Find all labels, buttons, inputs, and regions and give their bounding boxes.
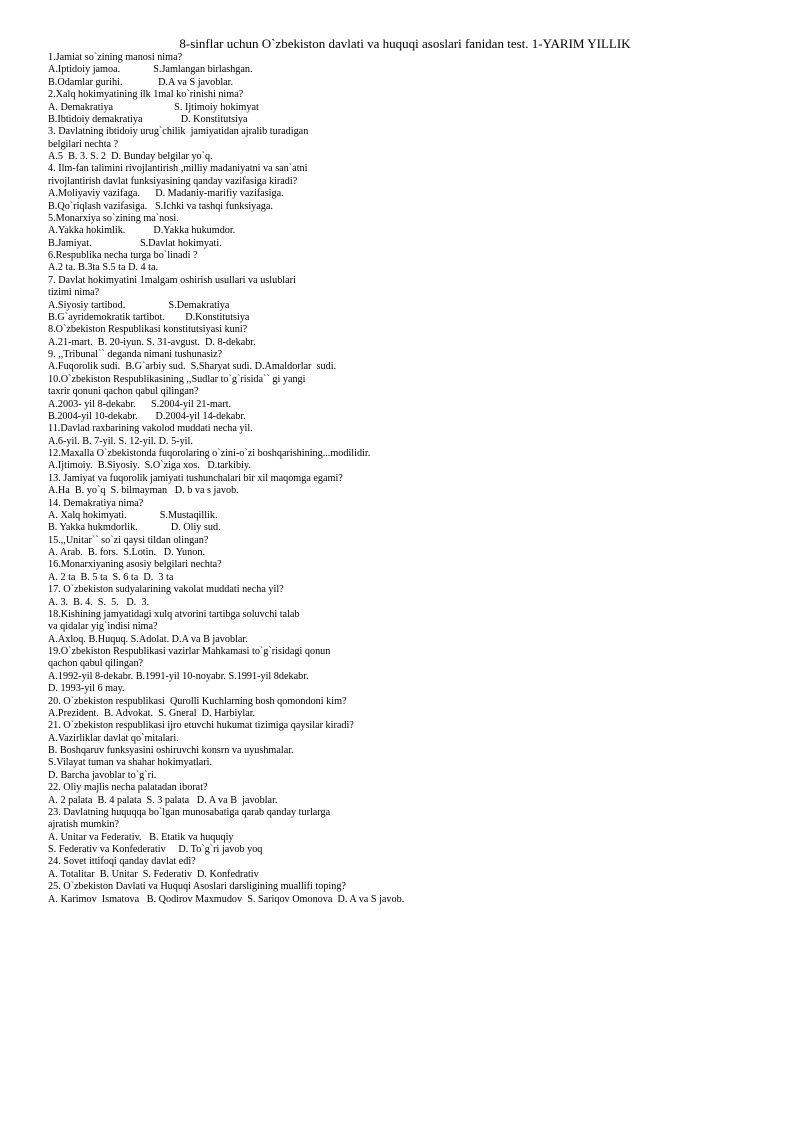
text-line: B. Boshqaruv funksyasini oshiruvchi konsrn va uyushmalar. bbox=[48, 745, 294, 756]
page-title: 8-sinflar uchun O`zbekiston davlati va huquqi asoslari fanidan test. 1-YARIM YILLIK bbox=[179, 36, 631, 51]
text-line: 20. O`zbekiston respublikasi Qurolli Kuchlarning bosh qomondoni kim? bbox=[48, 695, 347, 707]
text-line: B. Yakka hukmdorlik. D. Oliy sud. bbox=[48, 522, 221, 534]
text-line: 25. O`zbekiston Davlati va Huquqi Asoslari darsligining muallifi toping? bbox=[48, 881, 346, 893]
text-line: 16.Monarxiyaning asosiy belgilari nechta? bbox=[48, 559, 222, 571]
text-line: B.Ibtidoiy demakratiya D. Konstitutsiya bbox=[48, 113, 248, 125]
text-line: A.Prezident. B. Advokat. S. Gneral D. Harbiylar. bbox=[48, 707, 256, 719]
text-line: A.Yakka hokimlik. D.Yakka hukumdor. bbox=[48, 225, 236, 237]
text-line: D. Barcha javoblar to`g`ri. bbox=[48, 769, 157, 781]
text-line: 22. Oliy majlis necha palatadan iborat? bbox=[48, 782, 208, 794]
text-line: B.Qo`riqlash vazifasiga. S.Ichki va tashqi funksiyaga. bbox=[48, 200, 273, 212]
text-line: 11.Davlad raxbarining vakolod muddati necha yil. bbox=[48, 423, 253, 435]
text-line: belgilari nechta ? bbox=[48, 138, 119, 150]
text-line: S.Vilayat tuman va shahar hokimyatlari. bbox=[48, 757, 213, 769]
text-line: A. 3. B. 4. S. 5. D. 3. bbox=[48, 596, 150, 608]
text-line: A.6-yil. B. 7-yil. S. 12-yil. D. 5-yil. bbox=[48, 435, 193, 447]
text-line: A.Iptidoiy jamoa. S.Jamlangan birlashgan. bbox=[48, 64, 253, 76]
text-line: 9. ,,Tribunal`` deganda nimani tushunasiz? bbox=[48, 349, 223, 360]
text-line: B.G`ayridemokratik tartibot. D.Konstitutsiya bbox=[48, 311, 250, 323]
text-line: 24. Sovet ittifoqi qanday davlat edi? bbox=[48, 856, 196, 868]
text-line: A.2003- yil 8-dekabr. S.2004-yil 21-mart. bbox=[48, 398, 232, 410]
text-line: A. Demakratiya S. Ijtimoiy hokimyat bbox=[48, 101, 259, 113]
text-line: 13. Jamiyat va fuqorolik jamiyati tushunchalari bir xil maqomga egami? bbox=[48, 472, 343, 484]
text-line: A.Ijtimoiy. B.Siyosiy. S.O`ziga xos. D.tarkibiy. bbox=[48, 460, 251, 472]
question-list bbox=[48, 52, 788, 906]
text-line: A.Ha B. yo`q S. bilmayman D. b va s javob. bbox=[48, 485, 239, 497]
text-line: A. Karimov Ismatova B. Qodirov Maxmudov S. Sariqov Omonova D. A va S javob. bbox=[48, 893, 405, 905]
text-line: A.Moliyaviy vazifaga. D. Madaniy-marifiy vazifasiga. bbox=[48, 188, 284, 200]
text-line: 21. O`zbekiston respublikasi ijro etuvchi hukumat tizimiga qaysilar kiradi? bbox=[48, 720, 354, 732]
text-line: 23. Davlatning huquqqa bo`lgan munosabatiga qarab qanday turlarga bbox=[48, 806, 331, 818]
text-line: 4. Ilm-fan talimini rivojlantirish ,milliy madaniyatni va san`atni bbox=[48, 163, 308, 175]
text-line: ajratish mumkin? bbox=[48, 819, 120, 831]
text-line: A.1992-yil 8-dekabr. B.1991-yil 10-noyabr. S.1991-yil 8dekabr. bbox=[48, 670, 309, 682]
text-line: A.Fuqorolik sudi. B.G`arbiy sud. S.Sharyat sudi. D.Amaldorlar sudi. bbox=[48, 361, 337, 373]
text-line: A.21-mart. B. 20-iyun. S. 31-avgust. D. 8-dekabr. bbox=[48, 336, 256, 348]
text-line: A.Axloq. B.Huquq. S.Adolat. D.A va B javoblar. bbox=[48, 633, 248, 645]
text-line: B.Jamiyat. S.Davlat hokimyati. bbox=[48, 237, 222, 249]
text-line: B.2004-yil 10-dekabr. D.2004-yil 14-dekabr. bbox=[48, 410, 246, 422]
text-line: A.2 ta. B.3ta S.5 ta D. 4 ta. bbox=[48, 262, 159, 274]
text-line: rivojlantirish davlat funksiyasining qanday vazifasiga kiradi? bbox=[48, 175, 298, 187]
text-line: A. 2 palata B. 4 palata S. 3 palata D. A va B javoblar. bbox=[48, 794, 278, 806]
text-line: 6.Respublika necha turga bo`linadi ? bbox=[48, 250, 198, 261]
text-line: B.Odamlar gurihi. D.A va S javoblar. bbox=[48, 76, 234, 88]
text-line: S. Federativ va Konfederativ D. To`g`ri javob yoq bbox=[48, 844, 263, 855]
text-line: 7. Davlat hokimyatini 1malgam oshirish usullari va uslublari bbox=[48, 274, 296, 286]
text-line: 10.O`zbekiston Respublikasining ,,Sudlar to`g`risida`` gi yangi bbox=[48, 373, 306, 385]
text-line: 12.Maxalla O`zbekistonda fuqorolaring o`zini-o`zi boshqarishining...modilidir. bbox=[48, 448, 371, 459]
text-line: A. Totalitar B. Unitar S. Federativ D. Konfedrativ bbox=[48, 868, 259, 880]
text-line: 3. Davlatning ibtidoiy urug`chilik jamiyatidan ajralib turadigan bbox=[48, 126, 309, 138]
text-line: A.Siyosiy tartibod. S.Demakratiya bbox=[48, 299, 230, 311]
text-line: A. Arab. B. fors. S.Lotin. D. Yunon. bbox=[48, 547, 205, 558]
text-line: 15.,,Unitar`` so`zi qaysi tildan olingan? bbox=[48, 534, 209, 546]
text-line: qachon qabul qilingan? bbox=[48, 658, 144, 670]
text-line: A. 2 ta B. 5 ta S. 6 ta D. 3 ta bbox=[48, 571, 174, 583]
text-line: 14. Demakratiya nima? bbox=[48, 497, 144, 509]
text-line: 17. O`zbekiston sudyalarining vakolat muddati necha yil? bbox=[48, 584, 284, 596]
text-line: A. Unitar va Federativ. B. Etatik va huquqiy bbox=[48, 831, 234, 843]
text-line: A. Xalq hokimyati. S.Mustaqillik. bbox=[48, 509, 218, 521]
text-line: A.5 B. 3. S. 2 D. Bunday belgilar yo`q. bbox=[48, 151, 213, 162]
text-line: 2.Xalq hokimyatining ilk 1mal ko`rinishi nima? bbox=[48, 89, 244, 101]
text-line: A.Vazirliklar davlat qo`mitalari. bbox=[48, 732, 179, 744]
text-line: 18.Kishining jamyatidagi xulq atvorini tartibga soluvchi talab bbox=[48, 608, 300, 620]
text-line: tizimi nima? bbox=[48, 287, 100, 299]
text-line: 1.Jamiat so`zining manosi nima? bbox=[48, 52, 183, 63]
text-line: va qidalar yig`indisi nima? bbox=[48, 621, 158, 633]
text-line: 8.O`zbekiston Respublikasi konstitutsiyasi kuni? bbox=[48, 324, 248, 336]
text-line: 19.O`zbekiston Respublikasi vazirlar Mahkamasi to`g`risidagi qonun bbox=[48, 646, 331, 657]
text-line: taxrir qonuni qachon qabul qilingan? bbox=[48, 386, 199, 398]
text-line: D. 1993-yil 6 may. bbox=[48, 683, 125, 695]
text-line: 5.Monarxiya so`zining ma`nosi. bbox=[48, 212, 179, 224]
